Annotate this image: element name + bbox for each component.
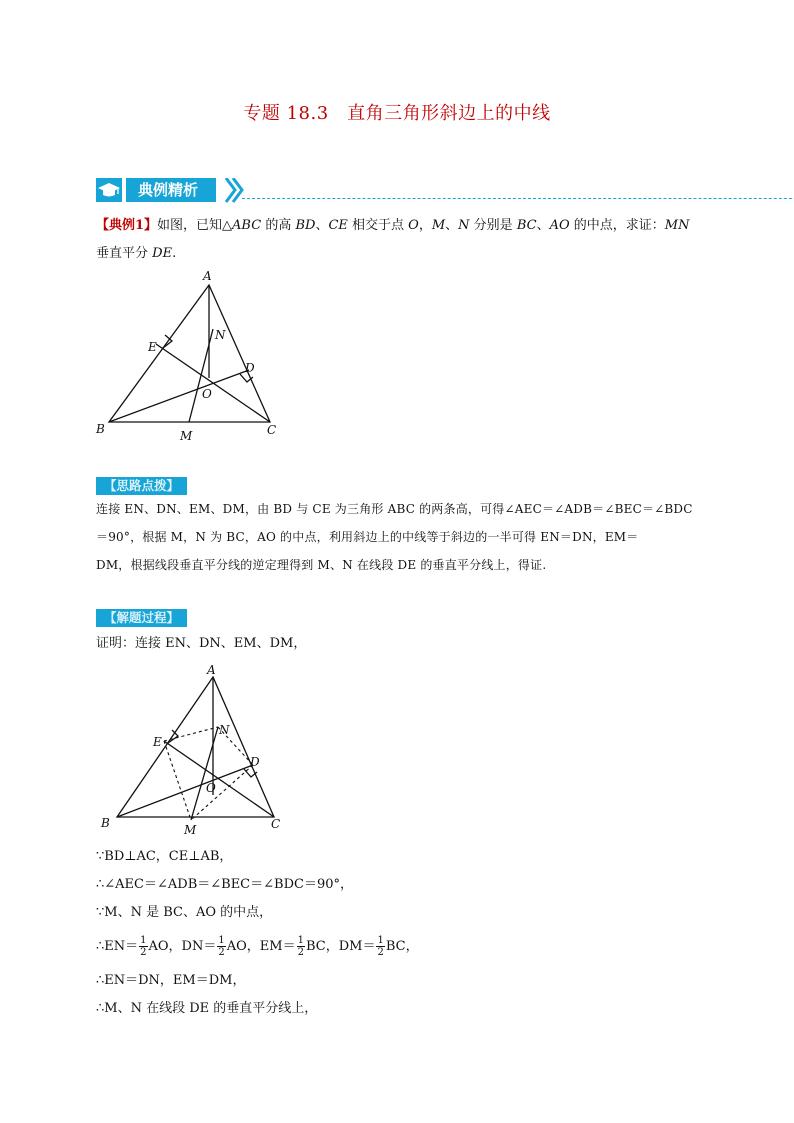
label-D-2: D: [250, 755, 260, 769]
label-B: B: [96, 422, 105, 436]
label-D: D: [245, 361, 255, 375]
step-2: ∴∠AEC＝∠ADB＝∠BEC＝∠BDC＝90°，: [96, 877, 353, 892]
label-C: C: [267, 423, 277, 437]
section-banner: [96, 178, 756, 204]
solution-tag: 【解题过程】: [96, 609, 187, 627]
label-O-2: O: [206, 781, 216, 795]
label-M-2: M: [184, 823, 197, 837]
solution-steps: [96, 843, 706, 1023]
step-6: ∴M、N 在线段 DE 的垂直平分线上，: [96, 1001, 318, 1016]
label-A: A: [203, 269, 212, 283]
step-1: ∵BD⊥AC，CE⊥AB，: [96, 849, 233, 864]
label-B-2: B: [101, 816, 110, 830]
label-E-2: E: [153, 735, 162, 749]
chevron-right-icon: [224, 178, 246, 204]
label-N-2: N: [219, 723, 230, 737]
section-banner-label: 典例精析: [126, 178, 216, 202]
hint-tag: 【思路点拨】: [96, 477, 187, 495]
step-5: ∴EN＝DN，EM＝DM，: [96, 973, 246, 988]
triangle-figure-2: [96, 662, 296, 842]
example-statement: 【典例1】如图，已知△ABC 的高 BD、CE 相交于点 O，M、N 分别是 BC、AO 的中点，求证：MN 垂直平分 DE.: [96, 218, 690, 261]
example-tag: 【典例1】: [96, 218, 158, 233]
label-N: N: [215, 328, 226, 342]
solution-intro: 证明：连接 EN、DN、EM、DM，: [96, 636, 307, 651]
label-O: O: [202, 387, 212, 401]
hint-text: 连接 EN、DN、EM、DM，由 BD 与 CE 为三角形 ABC 的两条高，可得∠AEC＝∠ADB＝∠BEC＝∠BDC ＝90°，根据 M，N 为 BC，AO 的中点，利用斜边上的中线等于斜边的一半可得 EN＝DN，EM＝ DM，根据线段垂直平分线的逆定理得到 M、N 在线段 DE 的垂直平分线上，得证.: [96, 502, 693, 572]
banner-dashed-rule: [242, 198, 794, 199]
graduation-cap-icon: [96, 178, 122, 202]
step-3: ∵M、N 是 BC、AO 的中点，: [96, 905, 273, 920]
label-M: M: [180, 429, 193, 443]
label-E: E: [148, 340, 157, 354]
label-A-2: A: [207, 663, 216, 677]
step-4: ∴EN＝ $\frac{1}{2}$ AO，DN＝ $\frac{1}{2}$ AO，EM＝ $\frac{1}{2}$ BC，DM＝ $\frac{1}{2}$ BC，: [96, 935, 419, 958]
page-title: 专题 18.3 直角三角形斜边上的中线: [243, 103, 551, 124]
triangle-figure-1: [92, 265, 292, 445]
label-C-2: C: [271, 817, 281, 831]
